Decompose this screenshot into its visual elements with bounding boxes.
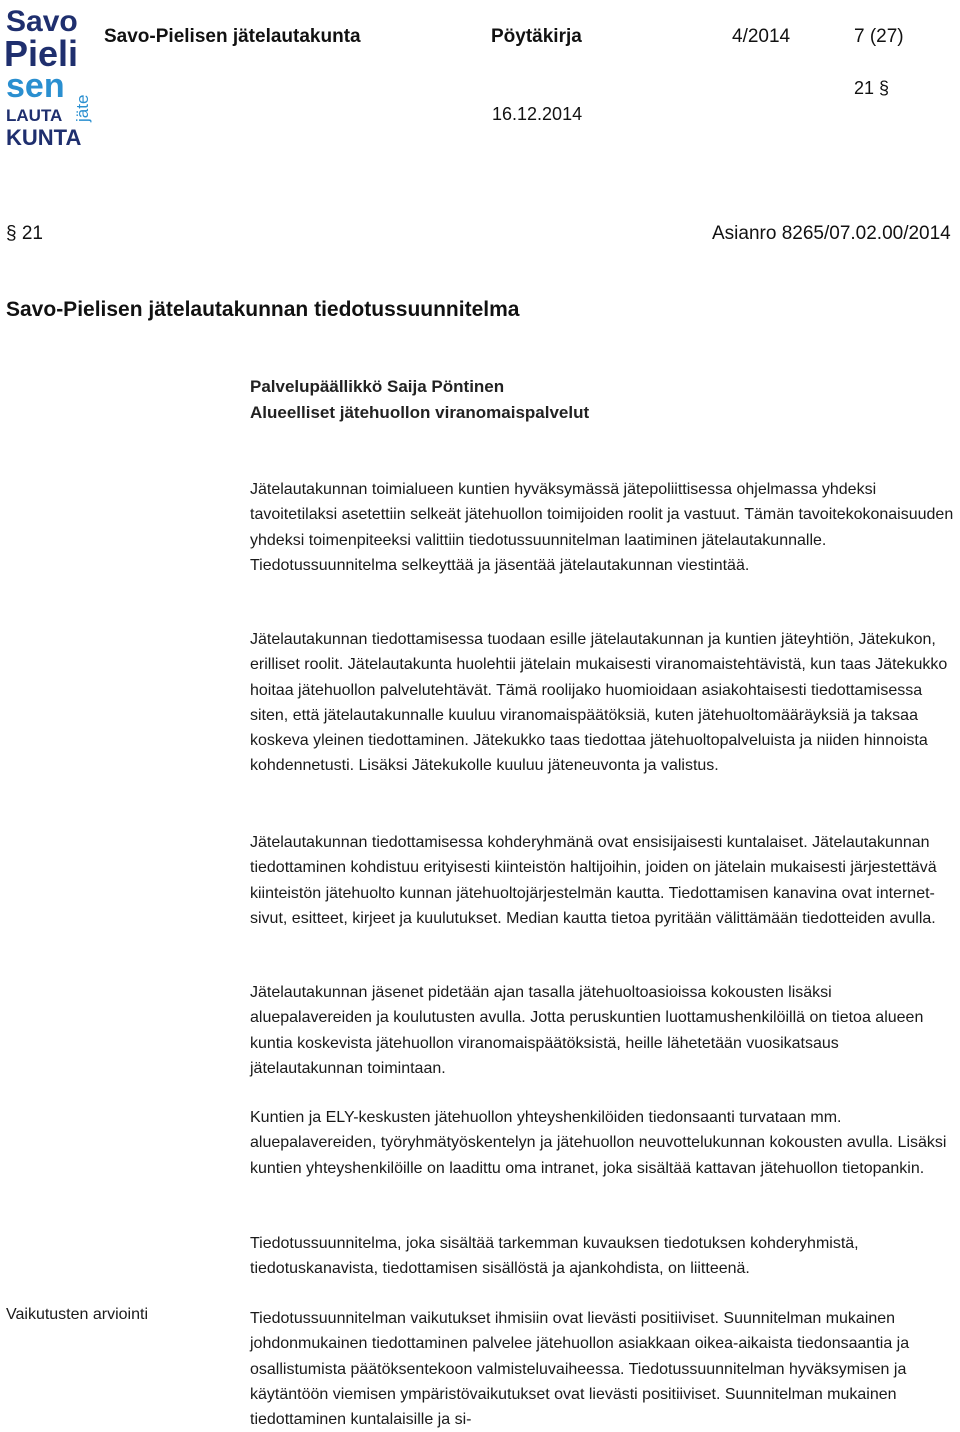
organization-name: Savo-Pielisen jätelautakunta xyxy=(104,26,361,47)
logo-lauta-text: LAUTA xyxy=(6,106,63,125)
paragraph-2 xyxy=(250,627,955,779)
impact-assessment-text xyxy=(250,1306,955,1432)
page-title: Savo-Pielisen jätelautakunnan tiedotussuunnitelma xyxy=(6,298,520,321)
logo-savo-text: Savo xyxy=(6,5,78,38)
paragraph-text: Tiedotussuunnitelman vaikutukset ihmisiin ovat lievästi positiiviset. Suunnitelman mukainen johdonmukainen tiedottaminen palvelee jätehuollon asiakkaan oikea-aikaista tiedonsaantia ja osallistumista päätöksentekoon valmisteluvaiheessa. Tiedotussuunnitelman hyväksymisen ja käytäntöön viemisen ympäristövaikutukset ovat lievästi positiiviset. Suunnitelman mukainen tiedottaminen kuntalaisille ja si- xyxy=(250,1310,910,1429)
issue-number: 4/2014 xyxy=(732,26,791,47)
paragraph-text: Jätelautakunnan jäsenet pidetään ajan tasalla jätehuoltoasioissa kokousten lisäksi aluepalavereiden ja koulutusten avulla. Jotta peruskuntien luottamushenkilöillä on tietoa alueen kuntia koskevista jätehuollon viranomaispäätöksistä, heille lähetetään vuosikatsaus jätelautakunnan toimintaan. xyxy=(250,984,924,1077)
paragraph-text: Jätelautakunnan tiedottamisessa tuodaan esille jätelautakunnan ja kuntien jäteyhtiön, Jätekukon, erilliset roolit. Jätelautakunta huolehtii jätelain mukaisesti viranomaistehtävistä, kun taas Jätekukko hoitaa jätehuollon palvelutehtävät. Tämä roolijako huomioidaan asiakohtaisesti tiedottamisessa siten, että jätelautakunnalle kuuluu viranomaispäätöksiä, kuten jätehuoltomääräyksiä ja taksaa koskeva yleinen tiedottaminen. Jätekukko taas tiedottaa jätehuoltopalveluista ja niiden hinnoista kohdennetusti. Lisäksi Jätekukolle kuuluu jäteneuvonta ja valistus. xyxy=(250,631,948,775)
organization-logo xyxy=(4,4,96,150)
logo-kunta-text: KUNTA xyxy=(6,125,82,150)
paragraph-4 xyxy=(250,980,955,1081)
logo-sen-text: sen xyxy=(6,67,65,105)
section-mark: 21 § xyxy=(854,78,890,98)
presenter-name: Palvelupäällikkö Saija Pöntinen xyxy=(250,377,505,396)
paragraph-text: Tiedotussuunnitelma, joka sisältää tarkemman kuvauksen tiedotuksen kohderyhmistä, tiedotuskanavista, tiedottamisen sisällöstä ja ajankohdista, on liitteenä. xyxy=(250,1235,859,1278)
meeting-date: 16.12.2014 xyxy=(492,104,583,124)
paragraph-3 xyxy=(250,830,955,931)
case-number: Asianro 8265/07.02.00/2014 xyxy=(712,223,951,244)
page-number: 7 (27) xyxy=(854,26,904,47)
logo-jate-text: jäte xyxy=(73,94,92,122)
paragraph-text: Kuntien ja ELY-keskusten jätehuollon yhteyshenkilöiden tiedonsaanti turvataan mm. aluepalavereiden, työryhmätyöskentelyn ja jätehuollon neuvottelukunnan kokousten avulla. Lisäksi kuntien yhteyshenkilöille on laadittu oma intranet, joka sisältää kattavan jätehuollon tietopankin. xyxy=(250,1109,947,1177)
impact-assessment-label: Vaikutusten arviointi xyxy=(6,1306,148,1323)
paragraph-text: Jätelautakunnan toimialueen kuntien hyväksymässä jätepoliittisessa ohjelmassa yhdeksi tavoitetilaksi asetettiin selkeät jätehuollon toimijoiden roolit ja vastuut. Tämän tavoitekokonaisuuden yhdeksi toimenpiteeksi valittiin tiedotussuunnitelman laatiminen jätelautakunnalle. Tiedotussuunnitelma selkeyttää ja jäsentää jätelautakunnan viestintää. xyxy=(250,481,954,574)
paragraph-6 xyxy=(250,1231,955,1282)
paragraph-text: Jätelautakunnan tiedottamisessa kohderyhmänä ovat ensisijaisesti kuntalaiset. Jätelautakunnan tiedottaminen kohdistuu erityisesti kiinteistön haltijoihin, joiden on jätelain mukaisesti järjestettävä kiinteistön jätehuolto kunnan jätehuoltojärjestelmän kautta. Tiedottamisen kanavina ovat internet-sivut, esitteet, kirjeet ja kuulutukset. Median kautta tietoa pyritään välittämään tiedotteiden avulla. xyxy=(250,834,937,927)
paragraph-5 xyxy=(250,1105,955,1181)
paragraph-1 xyxy=(250,477,955,578)
presenter-unit: Alueelliset jätehuollon viranomaispalvelut xyxy=(250,403,590,422)
document-type: Pöytäkirja xyxy=(491,26,582,47)
logo-pieli-text: Pieli xyxy=(4,33,79,74)
section-number: § 21 xyxy=(6,223,43,244)
